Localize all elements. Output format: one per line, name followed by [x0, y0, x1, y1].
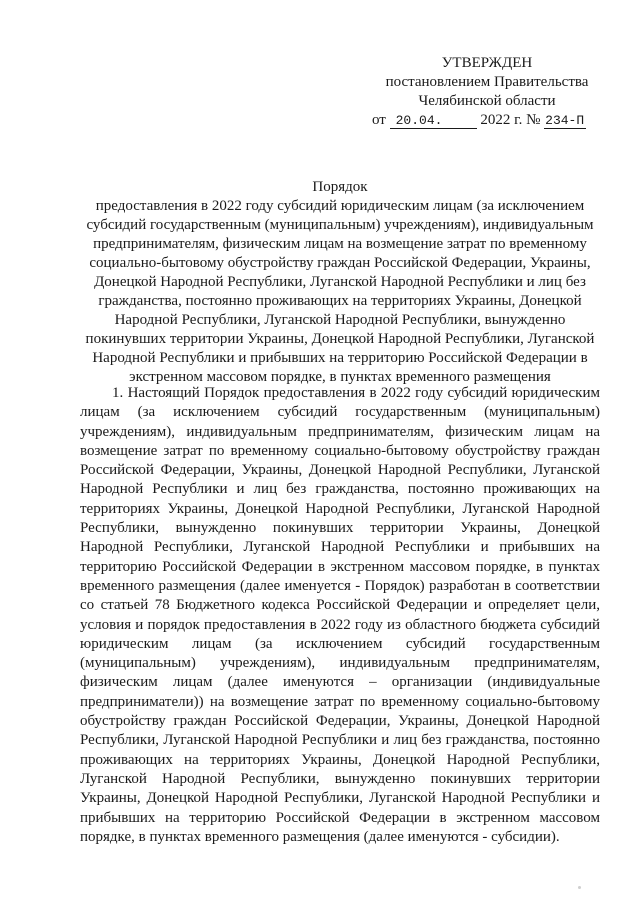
approval-year: 2022 г. № [480, 112, 541, 128]
approval-number: 234-П [545, 113, 585, 128]
approval-title: УТВЕРЖДЕН [441, 55, 533, 71]
document-subtitle: предоставления в 2022 году субсидий юридическим лицам (за исключением субсидий государственным (муниципальным) учреждениям), индивидуальным предпринимателям, физическим лицам на возмещение затрат по временному социально-бытовому обустройству граждан Российской Федерации, Украины, Донецкой Народной Республики, Луганской Народной Республики и лиц без гражданства, постоянно проживающих на территориях Украины, Донецкой Народной Республики, Луганской Народной Республики, вынужденно покинувших территории Украины, Донецкой Народной Республики, Луганской Народной Республики и прибывших на территорию Российской Федерации в экстренном массовом порядке, в пунктах временного размещения [85, 198, 595, 385]
approval-authority: постановлением Правительства [385, 74, 589, 90]
approval-region: Челябинской области [418, 93, 556, 109]
approval-date: 20.04. [390, 113, 477, 129]
approval-stamp [372, 54, 602, 130]
document-heading: Порядок [312, 179, 368, 195]
document-title-block [80, 178, 600, 387]
scan-dot [578, 886, 581, 889]
date-prefix: от [372, 112, 386, 128]
paragraph-1: 1. Настоящий Порядок предоставления в 2022 году субсидий юридическим лицам (за исключением субсидий государственным (муниципальным) учреждениям), индивидуальным предпринимателям, физическим лицам на возмещение затрат по временному социально-бытовому обустройству граждан Российской Федерации, Украины, Донецкой Народной Республики, Луганской Народной Республики и лиц без гражданства, постоянно проживающих на территориях Украины, Донецкой Народной Республики, Луганской Народной Республики, вынужденно покинувших территории Украины, Донецкой Народной Республики, Луганской Народной Республики и прибывших на территорию Российской Федерации в экстренном массовом порядке, в пунктах временного размещения (далее именуется - Порядок) разработан в соответствии со статьей 78 Бюджетного кодекса Российской Федерации и определяет цели, условия и порядок предоставления в 2022 году из областного бюджета субсидий юридическим лицам (за исключением субсидий государственным (муниципальным) учреждениям), индивидуальным предпринимателям, физическим лицам (далее именуются – организации (индивидуальные предприниматели)) на возмещение затрат по временному социально-бытовому обустройству граждан Российской Федерации, Украины, Донецкой Народной Республики, Луганской Народной Республики и лиц без гражданства, постоянно проживающих на территориях Украины, Донецкой Народной Республики, Луганской Народной Республики, вынужденно покинувших территории Украины, Донецкой Народной Республики, Луганской Народной Республики и прибывших на территорию Российской Федерации в экстренном массовом порядке, в пунктах временного размещения (далее именуются - субсидии). [80, 385, 600, 845]
approval-date-line [372, 111, 602, 130]
